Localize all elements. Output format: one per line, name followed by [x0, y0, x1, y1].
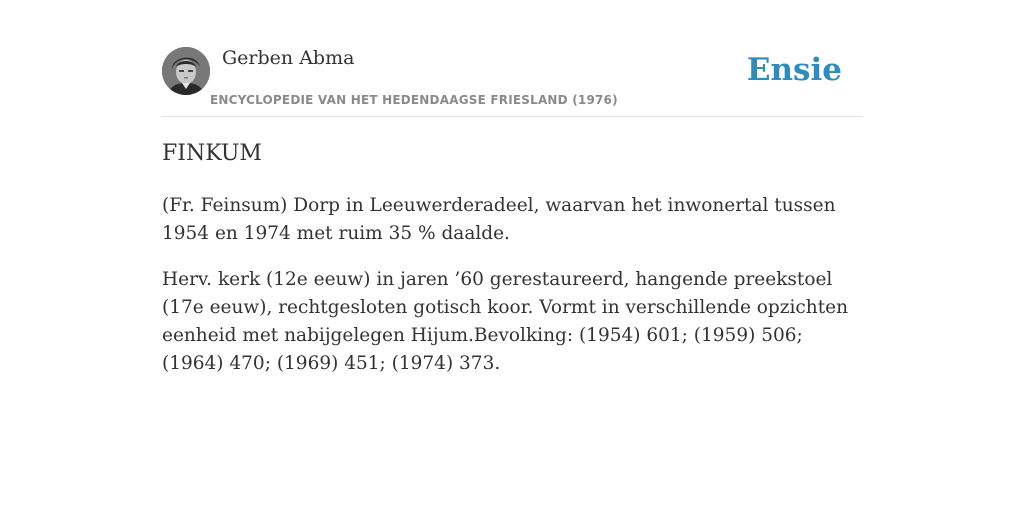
author-avatar[interactable] — [162, 47, 210, 95]
article-paragraph: (Fr. Feinsum) Dorp in Leeuwerderadeel, waarvan het inwonertal tussen 1954 en 1974 met ruim 35 % daalde. — [162, 195, 836, 244]
article-paragraph: Herv. kerk (12e eeuw) in jaren ’60 gerestaureerd, hangende preekstoel (17e eeuw), rechtgesloten gotisch koor. Vormt in verschillende opzichten eenheid met nabijgelegen Hijum.Bevolking: (1954) 601; (1959) 506; (1964) 470; (1969) 451; (1974) 373. — [162, 269, 848, 374]
author-portrait-icon — [162, 47, 210, 95]
source-title[interactable]: ENCYCLOPEDIE VAN HET HEDENDAAGSE FRIESLAND (1976) — [210, 93, 618, 107]
author-name[interactable]: Gerben Abma — [222, 47, 355, 69]
article-body — [162, 192, 862, 396]
page-title: FINKUM — [162, 141, 262, 166]
ensie-logo[interactable]: Ensie — [746, 52, 842, 88]
article-header — [162, 46, 862, 117]
